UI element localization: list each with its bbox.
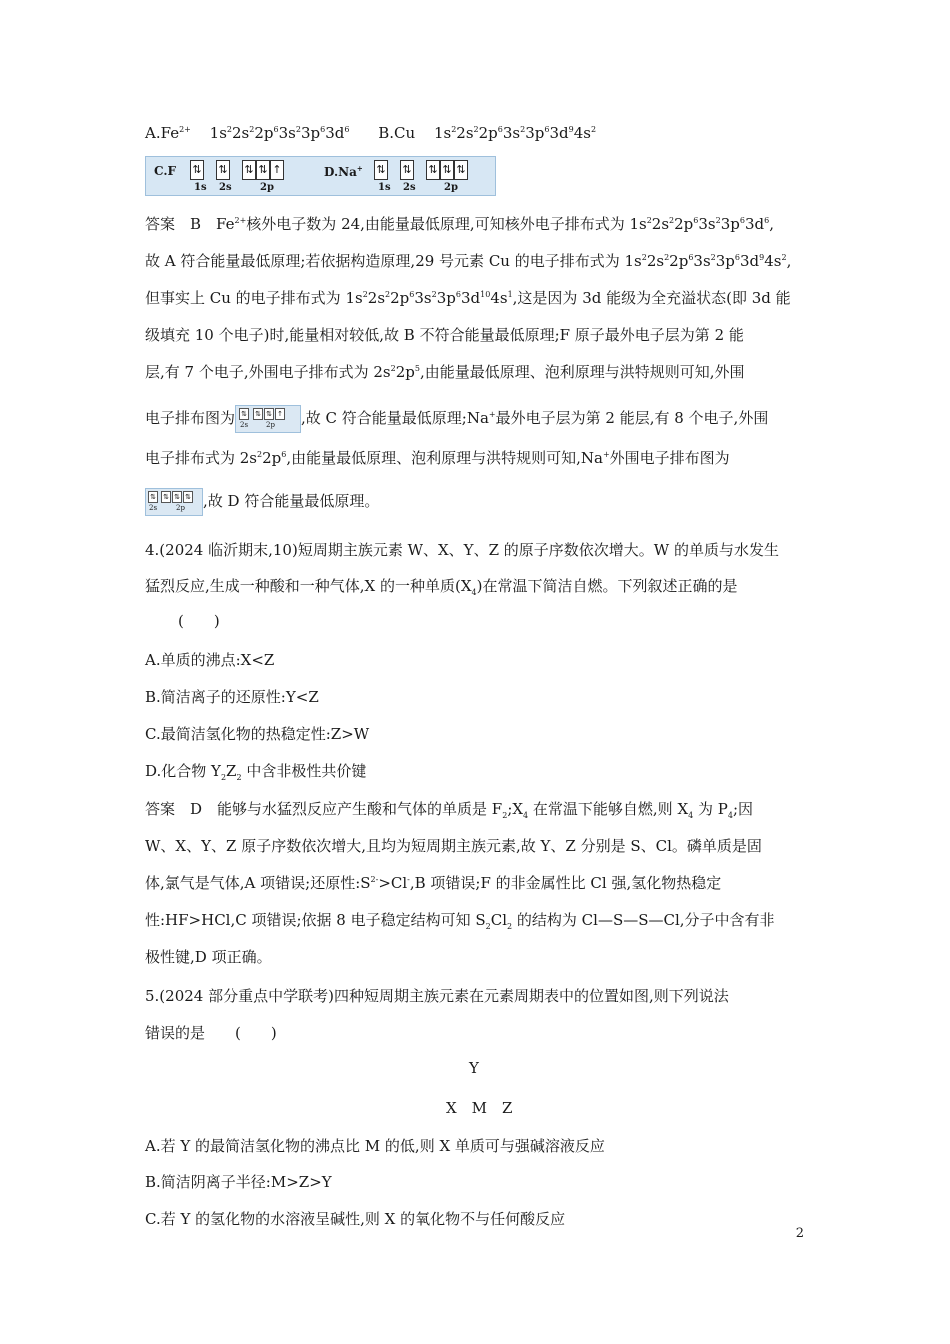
option-a: A.单质的沸点:X<Z <box>145 651 275 669</box>
page-number: 2 <box>795 1226 804 1241</box>
answer-q3-line: 电子排布式为 $2s^22p^6$,由能量最低原理、泡利原理与洪特规则可知,Na+外围电子排布图为 <box>145 449 730 467</box>
option-c: C.若 Y 的氢化物的水溶液呈碱性,则 X 的氧化物不与任何酸反应 <box>145 1210 566 1228</box>
option-a: $A.Fe^{2+}$ $1s^22s^22p^63s^23p^63d^6$ B.Cu $1s^22s^22p^63s^23p^63d^94s^2$ <box>145 124 597 142</box>
option-b-label: B.Cu <box>378 124 416 142</box>
answer-q4-line: 体,氯气是气体,A 项错误;还原性$:S^{2-}>Cl^-,B$ 项错误;F 的非金属性比 Cl 强,氢化物热稳定 <box>145 874 722 892</box>
orbital-box: ⇅ <box>374 160 388 180</box>
orbital-box: ⇅ <box>190 160 204 180</box>
answer-q4-line: 极性键,D 项正确。 <box>145 948 272 966</box>
option-d-label: D.Na+ <box>324 164 363 179</box>
orbital-box: ⇅ <box>454 160 468 180</box>
question-4-stem: 4.(2024 临沂期末,10)短周期主族元素 W、X、Y、Z 的原子序数依次增大。W 的单质与水发生 <box>145 541 779 559</box>
option-b: B.简洁阴离子半径:M>Z>Y <box>145 1173 332 1191</box>
option-a-label: A.Fe <box>145 124 180 142</box>
option-a: A.若 Y 的最简洁氢化物的沸点比 M 的低,则 X 单质可与强碱溶液反应 <box>145 1137 605 1155</box>
answer-q3-line: 但事实上 Cu 的电子排布式为 $1s^22s^22p^63s^23p^63d^{10}4s^1$,这是因为 3d 能级为全充溢状态(即 3d 能 <box>145 289 791 307</box>
answer-q4-line: 性:HF>HCl,C 项错误;依据 8 电子稳定结构可知 $S_2Cl_2$ 的结构为 Cl—S—S—Cl,分子中含有非 <box>145 911 775 931</box>
option-c-label: C.F <box>154 164 177 178</box>
question-5-stem: 错误的是 ( ) <box>145 1024 277 1042</box>
orbital-box: ⇅ <box>440 160 454 180</box>
answer-q3-line: 答案 B $Fe^{2+}$核外电子数为 24,由能量最低原理,可知核外电子排布式为 $1s^22s^22p^63s^23p^63d^6$, <box>145 215 775 233</box>
orbital-box: ⇅ <box>426 160 440 180</box>
periodic-table-top-cell: Y <box>469 1059 479 1077</box>
answer-blank: ( ) <box>178 612 220 630</box>
periodic-table-bottom-row: X M Z <box>446 1099 513 1117</box>
orbital-diagram-options: C.F ⇅ ⇅ ⇅ ⇅ ↑ 1s 2s 2p D.Na+ ⇅ ⇅ ⇅ ⇅ ⇅ 1s 2s 2p <box>145 156 496 196</box>
answer-q4-line: W、X、Y、Z 原子序数依次增大,且均为短周期主族元素,故 Y、Z 分别是 S、Cl。磷单质是固 <box>145 837 762 855</box>
orbital-diagram-na: ⇅ ⇅ ⇅ ⇅ 2s 2p <box>145 488 203 516</box>
option-b-config: $1s^22s^22p^63s^23p^63d^94s^2$ <box>433 124 597 142</box>
option-c: C.最简洁氢化物的热稳定性:Z>W <box>145 725 370 743</box>
option-b: B.简洁离子的还原性:Y<Z <box>145 688 319 706</box>
orbital-box: ⇅ <box>256 160 270 180</box>
question-5-stem: 5.(2024 部分重点中学联考)四种短周期主族元素在元素周期表中的位置如图,则下列说法 <box>145 987 729 1005</box>
option-a-config: $1s^22s^22p^63s^23p^63d^6$ <box>209 124 350 142</box>
orbital-box: ⇅ <box>242 160 256 180</box>
orbital-diagram-f: ⇅ ⇅ ⇅ ↑ 2s 2p <box>235 405 301 433</box>
option-d: D.化合物 $Y_2Z_2$ 中含非极性共价键 <box>145 762 367 782</box>
orbital-box: ↑ <box>270 160 284 180</box>
answer-q3-line: ⇅ ⇅ ⇅ ⇅ 2s 2p ,故 D 符合能量最低原理。 <box>145 488 379 516</box>
answer-q3-line: 故 A 符合能量最低原理;若依据构造原理,29 号元素 Cu 的电子排布式为 $1s^22s^22p^63s^23p^63d^94s^2$, <box>145 252 792 270</box>
answer-q4-line: 答案 D 能够与水猛烈反应产生酸和气体的单质是 $F_2;X_4$ 在常温下能够自燃,则 $X_4$ 为 $P_4$;因 <box>145 800 754 820</box>
question-4-stem: 猛烈反应,生成一种酸和一种气体,X 的一种单质$(X_4)$在常温下简洁自燃。下列叙述正确的是 <box>145 577 738 597</box>
answer-q3-line: 电子排布图为 ⇅ ⇅ ⇅ ↑ 2s 2p ,故 C 符合能量最低原理;Na+最外电子层为第 2 能层,有 8 个电子,外围 <box>145 405 768 433</box>
answer-q3-line: 层,有 7 个电子,外围电子排布式为 $2s^22p^5$,由能量最低原理、泡利原理与洪特规则可知,外围 <box>145 363 745 381</box>
orbital-box: ⇅ <box>216 160 230 180</box>
answer-q3-line: 级填充 10 个电子)时,能量相对较低,故 B 不符合能量最低原理;F 原子最外电子层为第 2 能 <box>145 326 744 344</box>
orbital-box: ⇅ <box>400 160 414 180</box>
